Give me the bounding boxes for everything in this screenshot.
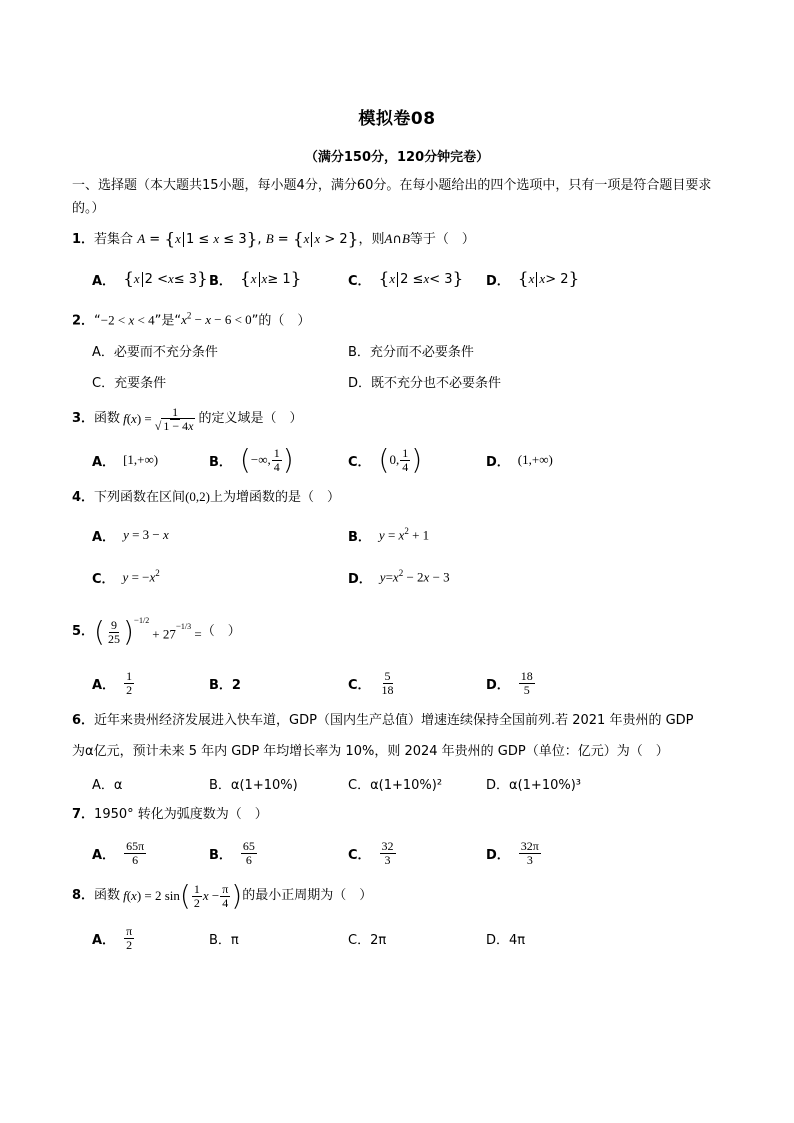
option-a[interactable]: A． $\frac{\pi}{2}$ <box>92 923 133 952</box>
option-c[interactable]: C． $\frac{5}{18}$ <box>348 668 394 697</box>
option-b[interactable]: B．充分而不必要条件 <box>348 344 474 360</box>
option-c[interactable]: C． { x 2 ≤ x < 3 } <box>348 269 464 289</box>
question-7: 7．1950° 转化为弧度数为（ ） <box>72 807 268 822</box>
option-c[interactable]: C． $\frac{32}{3}$ <box>348 838 394 867</box>
option-b[interactable]: B．2 <box>209 677 241 693</box>
option-c[interactable]: C． $y = -x^2$ <box>92 568 160 587</box>
question-8-options <box>92 925 732 951</box>
option-d[interactable]: D． $y=x^2 - 2x - 3$ <box>348 568 450 587</box>
option-a[interactable]: A． $\frac{65\pi}{6}$ <box>92 838 145 867</box>
option-b[interactable]: B． $y = x^2 + 1$ <box>348 526 430 545</box>
option-d[interactable]: D． (1,+∞) <box>486 452 553 470</box>
option-b[interactable]: B． $\frac{65}{6}$ <box>209 838 255 867</box>
question-1: 1．若集合 A = {x 1 ≤ x ≤ 3}, B = {x x > 2}，则A∩B等于（ ） <box>72 229 475 250</box>
option-d[interactable]: D．α(1+10%)³ <box>486 777 581 793</box>
question-2-options-row1 <box>92 337 732 363</box>
question-3-options <box>92 443 732 476</box>
option-c[interactable]: C．2π <box>348 932 387 948</box>
option-d[interactable]: D．4π <box>486 932 526 948</box>
option-a[interactable]: A． y = 3 − x <box>92 527 169 545</box>
option-c[interactable]: C．充要条件 <box>92 375 167 391</box>
question-5-options <box>92 670 732 696</box>
option-d[interactable]: D． { x x > 2 } <box>486 269 580 289</box>
question-4-options-row1 <box>92 522 732 548</box>
question-6-line2: 为α亿元，预计未来 5 年内 GDP 年均增长率为 10%，则 2024 年贵州的 GDP（单位：亿元）为（ ） <box>72 744 669 759</box>
question-8: 8． 函数 f(x) = 2 sin ( $\frac{1}{2}$ x − $\frac{\pi}{4}$ ) 的最小正周期为（ ） <box>72 879 373 912</box>
question-2-options-row2 <box>92 368 732 394</box>
option-b[interactable]: B． { x x ≥ 1 } <box>209 269 302 289</box>
option-b[interactable]: B．π <box>209 932 239 948</box>
question-3: 3． 函数 f(x) = $\frac{1}{√ 1 - 4x}$ 的定义域是（ ） <box>72 404 303 433</box>
option-d[interactable]: D． $\frac{32\pi}{3}$ <box>486 838 539 867</box>
question-4-options-row2 <box>92 564 732 590</box>
option-c[interactable]: C． ( 0, $\frac{1}{4}$ ) <box>348 443 423 476</box>
question-6-line1: 6．近年来贵州经济发展进入快车道，GDP（国内生产总值）增速连续保持全国前列.若 2021 年贵州的 GDP <box>72 713 694 728</box>
option-d[interactable]: D．既不充分也不必要条件 <box>348 375 502 391</box>
page-subtitle: （满分150分，120分钟完卷） <box>304 150 490 165</box>
question-6-options <box>92 770 732 796</box>
page-title: 模拟卷08 <box>358 109 436 129</box>
option-a[interactable]: A．α <box>92 777 123 793</box>
question-4: 4．下列函数在区间(0,2)上为增函数的是（ ） <box>72 489 340 505</box>
option-d[interactable]: D． $\frac{18}{5}$ <box>486 668 533 697</box>
section-heading: 一、选择题 <box>72 178 138 193</box>
option-a[interactable]: A． { x 2 < x ≤ 3 } <box>92 269 208 289</box>
option-a[interactable]: A．必要而不充分条件 <box>92 344 218 360</box>
question-number: 1． <box>72 232 95 247</box>
question-5: 5． ( $\frac{9}{25}$ ) $^{-1/2}$ + $27^{-1/3}$ = （ ） <box>72 614 241 648</box>
question-1-options <box>92 266 732 292</box>
option-b[interactable]: B．α(1+10%) <box>209 777 298 793</box>
section-instructions <box>72 174 732 220</box>
option-b[interactable]: B． ( −∞, $\frac{1}{4}$ ) <box>209 443 294 476</box>
option-a[interactable]: A． $\frac{1}{2}$ <box>92 668 133 697</box>
question-7-options <box>92 840 732 866</box>
option-c[interactable]: C．α(1+10%)² <box>348 777 443 793</box>
question-2: 2．“−2 < x < 4”是“$x^2 - x - 6 < 0$”的（ ） <box>72 311 311 329</box>
option-a[interactable]: A． [1,+∞) <box>92 452 159 470</box>
section-note: （本大题共15小题，每小题4分，满分60分。在每小题给出的四个选项中，只有一项是符合题目要求的。） <box>72 178 712 216</box>
